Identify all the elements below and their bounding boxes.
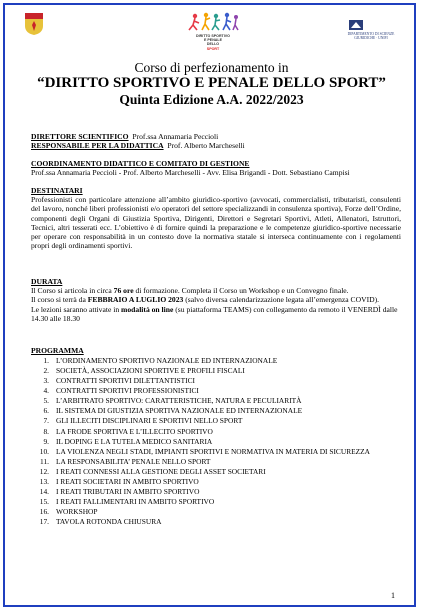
program-item-number: 1.: [43, 356, 49, 366]
duration-mode-value: modalità on line: [121, 304, 174, 314]
program-item-title: TAVOLA ROTONDA CHIUSURA: [56, 516, 162, 526]
program-item-number: 11.: [40, 456, 49, 466]
program-item-number: 4.: [43, 386, 49, 396]
duration-label: DURATA: [31, 277, 63, 286]
course-logo-line1: DIRITTO SPORTIVO: [196, 34, 230, 38]
athletes-icon: [185, 11, 241, 33]
recipients-text: Professionisti con particolare attenzione all’ambito giuridico-sportivo (avvocati, commercialisti, tributaristi, consulenti del lavoro, nonché liberi professionisti e/o operatori del settore specializzandi in consulenza sportiva), Forze dell’Ordine, componenti degli Organi di Giustizia Sportiva, Dirigenti, Direttori e Segretari Sportivi, Atleti, Allenatori, Istruttori, Tecnici, altri tesserati ecc. L’obiettivo è di fornire quindi la preparazione e le competenze giuridico-sportive necessarie per operare con responsabilità in un contesto dove la normativa statale si interseca continuamente con i regolamenti propri degli ordinamenti sportivi.: [31, 195, 401, 251]
duration-period: Il corso si terrà da FEBBRAIO A LUGLIO 2023 (salvo diversa calendarizzazione legata all’emergenza COVID).: [31, 295, 380, 305]
program-item-title: CONTRATTI SPORTIVI PROFESSIONISTICI: [56, 386, 199, 396]
program-item: [31, 507, 401, 517]
program-section: [31, 346, 401, 527]
recipients-label: DESTINATARI: [31, 186, 83, 195]
program-item: [31, 386, 401, 396]
program-item-number: 9.: [43, 436, 49, 446]
program-list: [31, 356, 401, 527]
program-item: [31, 467, 401, 477]
program-item-number: 5.: [43, 396, 49, 406]
program-item-number: 15.: [39, 496, 49, 506]
course-logo: [185, 11, 241, 51]
university-crest-logo: [25, 13, 43, 35]
program-item-title: IL SISTEMA DI GIUSTIZIA SPORTIVA NAZIONALE ED INTERNAZIONALE: [56, 406, 303, 416]
program-item: [31, 517, 401, 527]
program-item-title: I REATI TRIBUTARI IN AMBITO SPORTIVO: [56, 486, 200, 496]
page-number: 1: [391, 591, 395, 600]
program-item-number: 17.: [39, 516, 49, 526]
program-item-title: I REATI FALLIMENTARI IN AMBITO SPORTIVO: [56, 496, 215, 506]
program-item-number: 7.: [43, 416, 49, 426]
direction-section: [31, 132, 401, 150]
program-item-number: 8.: [43, 426, 49, 436]
director-label: DIRETTORE SCIENTIFICO: [31, 132, 129, 141]
director-name: Prof.ssa Annamaria Peccioli: [132, 132, 219, 141]
program-item-number: 10.: [39, 446, 49, 456]
coordination-names: Prof.ssa Annamaria Peccioli - Prof. Alberto Marcheselli - Avv. Elisa Brigandì - Dott. Sebastiano Campisi: [31, 168, 350, 178]
course-subtitle: Corso di perfezionamento in: [134, 60, 289, 75]
program-item: [31, 376, 401, 386]
course-logo-line3: DELLO: [206, 42, 220, 47]
program-item: [31, 447, 401, 457]
course-logo-line4: SPORT: [206, 46, 220, 51]
program-item: [31, 427, 401, 437]
duration-section: [31, 277, 401, 323]
document-page: [3, 3, 416, 607]
course-title: “DIRITTO SPORTIVO E PENALE DELLO SPORT”: [37, 75, 386, 91]
responsible-label: RESPONSABILE PER LA DIDATTICA: [31, 141, 164, 151]
department-emblem-icon: [349, 20, 363, 30]
duration-hours-value: 76 ore: [113, 286, 134, 296]
program-item: [31, 406, 401, 416]
course-edition: Quinta Edizione A.A. 2022/2023: [119, 92, 304, 107]
program-item-title: IL DOPING E LA TUTELA MEDICO SANITARIA: [56, 436, 213, 446]
duration-hours: Il Corso si articola in circa 76 ore di formazione. Completa il Corso un Workshop e un Convegno finale.: [31, 286, 349, 296]
duration-period-value: FEBBRAIO A LUGLIO 2023: [87, 295, 184, 305]
program-label: PROGRAMMA: [31, 346, 84, 355]
program-item-title: GLI ILLECITI DISCIPLINARI E SPORTIVI NELLO SPORT: [56, 416, 243, 426]
coordination-label: COORDINAMENTO DIDATTICO E COMITATO DI GESTIONE: [31, 159, 250, 168]
program-item: [31, 366, 401, 376]
program-item-title: LA FRODE SPORTIVA E L’ILLECITO SPORTIVO: [56, 426, 213, 436]
program-item-number: 6.: [43, 406, 49, 416]
program-item: [31, 356, 401, 366]
program-item: [31, 396, 401, 406]
duration-mode: Le lezioni saranno attivate in modalità on line (su piattaforma TEAMS) con collegamento da remoto il VENERDÌ dalle 14.30 alle 18.30: [31, 304, 398, 323]
program-item-number: 13.: [39, 476, 49, 486]
program-item: [31, 497, 401, 507]
program-item: [31, 416, 401, 426]
program-item-title: SOCIETÀ, ASSOCIAZIONI SPORTIVE E PROFILI FISCALI: [56, 366, 245, 376]
program-item-title: LA RESPONSABILITA’ PENALE NELLO SPORT: [56, 456, 211, 466]
program-item-title: L’ARBITRATO SPORTIVO: CARATTERISTICHE, NATURA E PECULIARITÀ: [56, 396, 302, 406]
program-item-title: WORKSHOP: [56, 506, 98, 516]
coordination-section: [31, 159, 401, 177]
program-item-number: 14.: [39, 486, 49, 496]
program-item-number: 16.: [39, 506, 49, 516]
department-logo: [331, 20, 411, 40]
department-logo-line2: GIURIDICHE · UNIFI: [354, 36, 388, 40]
program-item: [31, 437, 401, 447]
program-item-title: CONTRATTI SPORTIVI DILETTANTISTICI: [56, 376, 195, 386]
program-item-title: I REATI SOCIETARI IN AMBITO SPORTIVO: [56, 476, 199, 486]
program-item-number: 3.: [43, 376, 49, 386]
course-logo-line2: E PENALE: [204, 38, 222, 43]
responsible-name: Prof. Alberto Marcheselli: [167, 141, 245, 151]
program-item: [31, 487, 401, 497]
recipients-section: [31, 186, 401, 250]
department-logo-line1: DIPARTIMENTO DI SCIENZE: [347, 32, 395, 36]
program-item: [31, 457, 401, 467]
program-item-title: L’ORDINAMENTO SPORTIVO NAZIONALE ED INTERNAZIONALE: [56, 356, 278, 366]
program-item-number: 2.: [43, 366, 49, 376]
program-item-title: I REATI CONNESSI ALLA GESTIONE DEGLI ASSET SOCIETARI: [56, 466, 266, 476]
program-item-title: LA VIOLENZA NEGLI STADI, IMPIANTI SPORTIVI E NORMATIVA IN MATERIA DI SICUREZZA: [56, 446, 371, 456]
program-item-number: 12.: [39, 466, 49, 476]
program-item: [31, 477, 401, 487]
